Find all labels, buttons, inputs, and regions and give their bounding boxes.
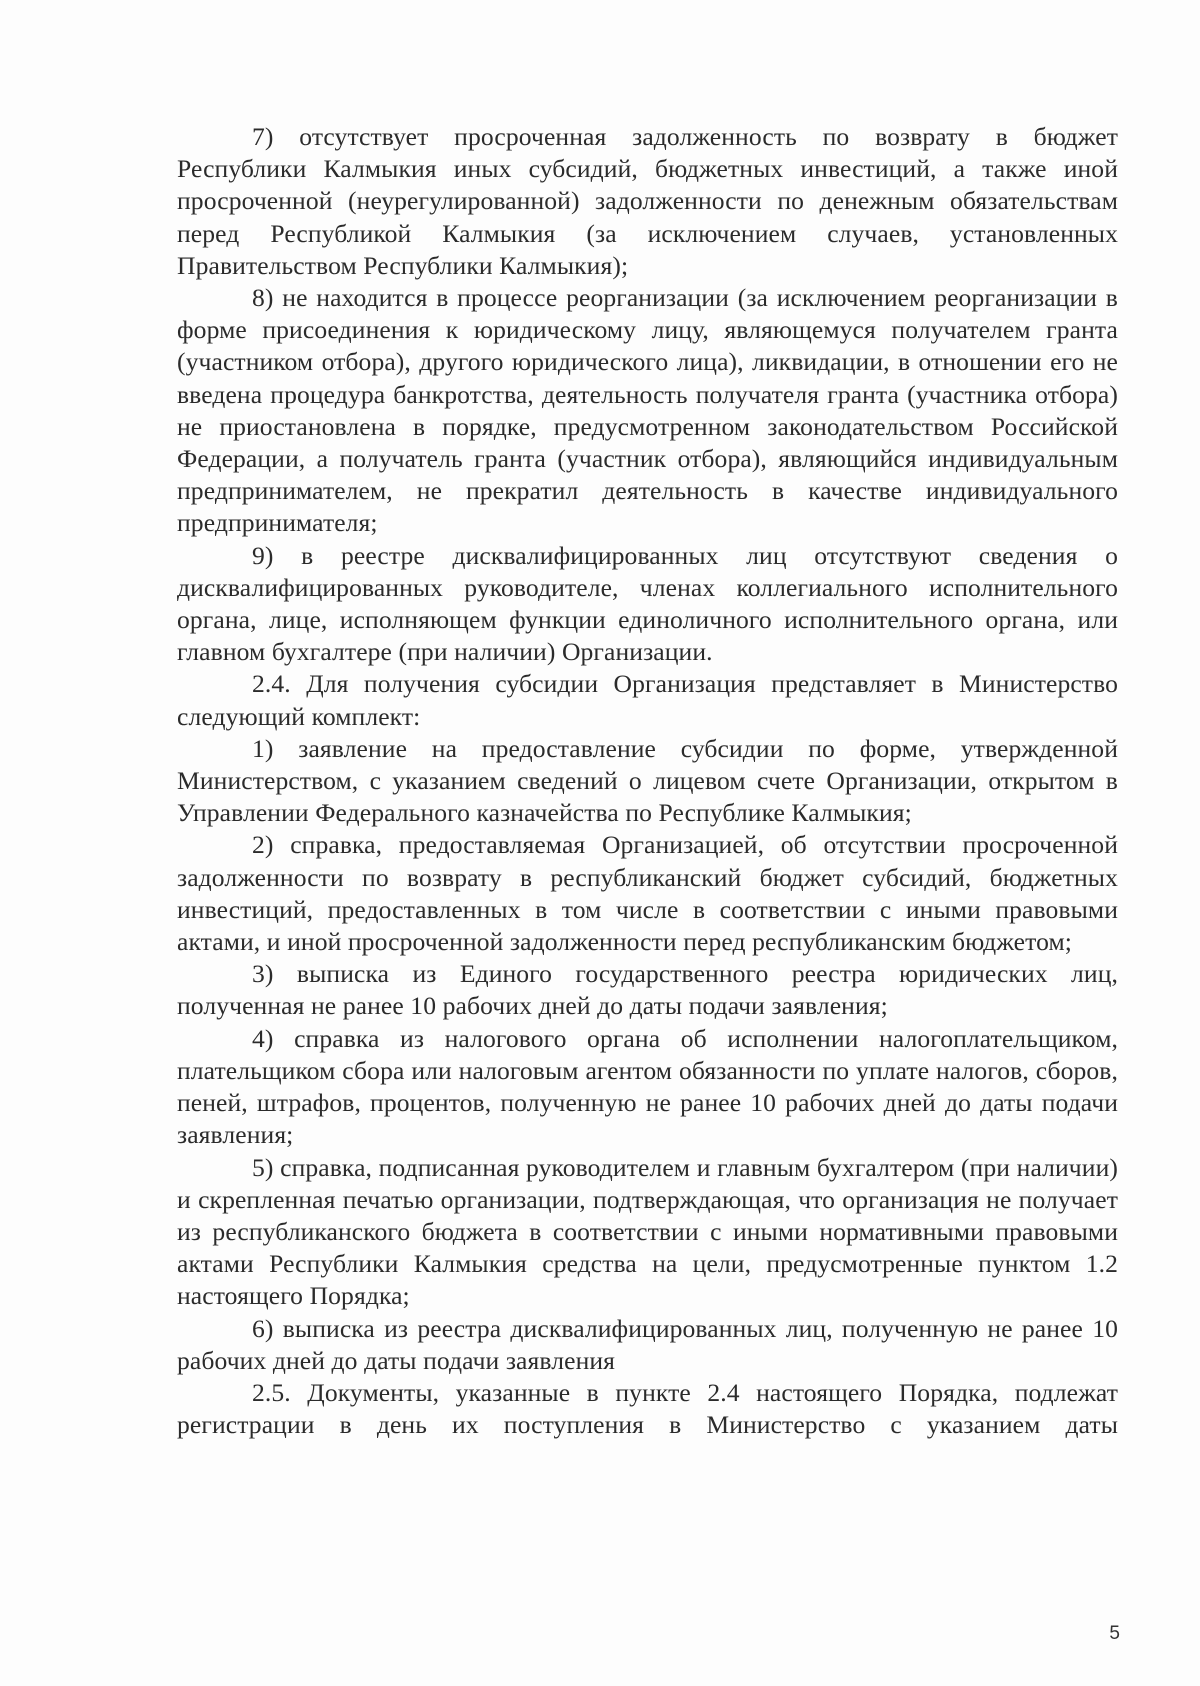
paragraph-doc-3: 3) выписка из Единого государственного реестра юридических лиц, полученная не ранее 10 рабочих дней до даты подачи заявления;	[177, 959, 1118, 1021]
paragraph-doc-6: 6) выписка из реестра дисквалифицированных лиц, полученную не ранее 10 рабочих дней до даты подачи заявления	[177, 1313, 1118, 1375]
paragraph-doc-4: 4) справка из налогового органа об исполнении налогоплательщиком, плательщиком сбора или налоговым агентом обязанности по уплате налогов, сборов, пеней, штрафов, процентов, полученную не ранее 10 рабочих дней до даты подачи заявления;	[177, 1023, 1118, 1150]
paragraph-item-9: 9) в реестре дисквалифицированных лиц отсутствуют сведения о дисквалифицированных руководителе, членах коллегиального исполнительного органа, лице, исполняющем функции единоличного исполнительного органа, или главном бухгалтере (при наличии) Организации.	[177, 540, 1118, 667]
paragraph-item-7: 7) отсутствует просроченная задолженность по возврату в бюджет Республики Калмыкия иных субсидий, бюджетных инвестиций, а также иной просроченной (неурегулированной) задолженности по денежным обязательствам перед Республикой Калмыкия (за исключением случаев, установленных Правительством Республики Калмыкия);	[177, 122, 1118, 280]
document-body	[177, 121, 1118, 1441]
paragraph-section-2-5: 2.5. Документы, указанные в пункте 2.4 настоящего Порядка, подлежат регистрации в день их поступления в Министерство с указанием даты	[177, 1377, 1118, 1440]
paragraph-item-8: 8) не находится в процессе реорганизации (за исключением реорганизации в форме присоединения к юридическому лицу, являющемуся получателем гранта (участником отбора), другого юридического лица), ликвидации, в отношении его не введена процедура банкротства, деятельность получателя гранта (участника отбора) не приостановлена в порядке, предусмотренном законодательством Российской Федерации, а получатель гранта (участник отбора), являющийся индивидуальным предпринимателем, не прекратил деятельность в качестве индивидуального предпринимателя;	[177, 283, 1118, 538]
paragraph-doc-1: 1) заявление на предоставление субсидии по форме, утвержденной Министерством, с указанием сведений о лицевом счете Организации, открытом в Управлении Федерального казначейства по Республике Калмыкия;	[177, 733, 1118, 828]
paragraph-doc-5: 5) справка, подписанная руководителем и главным бухгалтером (при наличии) и скрепленная печатью организации, подтверждающая, что организация не получает из республиканского бюджета в соответствии с иными нормативными правовыми актами Республики Калмыкия средства на цели, предусмотренные пунктом 1.2 настоящего Порядка;	[177, 1152, 1118, 1311]
paragraph-section-2-4: 2.4. Для получения субсидии Организация представляет в Министерство следующий комплект:	[177, 669, 1118, 731]
page-number: 5	[1109, 1623, 1120, 1644]
paragraph-doc-2: 2) справка, предоставляемая Организацией, об отсутствии просроченной задолженности по возврату в республиканский бюджет субсидий, бюджетных инвестиций, предоставленных в том числе в соответствии с иными правовыми актами, и иной просроченной задолженности перед республиканским бюджетом;	[177, 830, 1118, 957]
